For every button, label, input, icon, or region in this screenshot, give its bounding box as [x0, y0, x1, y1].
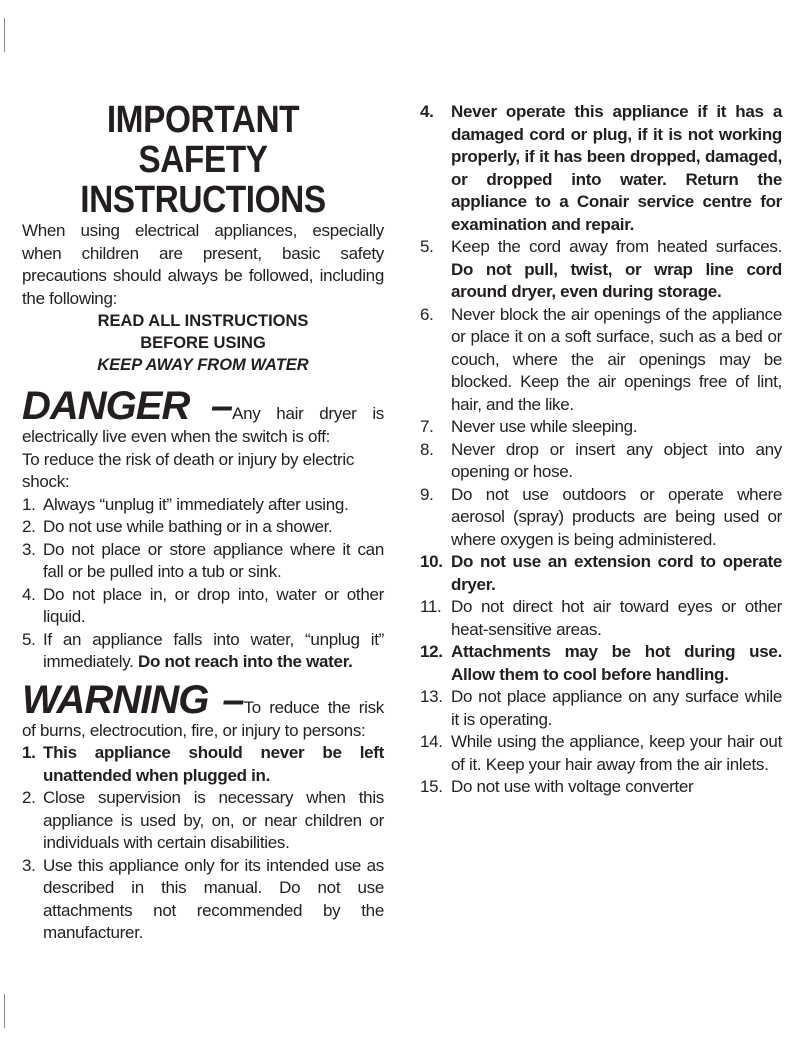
item-text: Never use while sleeping. — [451, 417, 638, 436]
item-text: Never operate this appliance if it has a damaged cord or plug, if it is not working properly, if it has been dropped, damaged, or dropped into water. Return the appliance to a Conair service centre for examination and repair. — [451, 102, 782, 234]
item-text: Always “unplug it” immediately after using. — [43, 494, 349, 514]
page-title — [44, 100, 363, 220]
item-text: Do not place or store appliance where it can fall or be pulled into a tub or sink. — [43, 539, 384, 581]
item-number: 7. — [420, 417, 434, 436]
list-item — [420, 551, 782, 596]
item-number: 10. — [420, 552, 443, 571]
item-text: Do not use outdoors or operate where aerosol (spray) products are being used or where oxygen is being administered. — [451, 484, 782, 549]
list-item — [420, 641, 782, 686]
item-text: Do not place appliance on any surface while it is operating. — [451, 687, 782, 729]
item-text: Attachments may be hot during use. Allow them to cool before handling. — [451, 642, 782, 684]
item-number: 4. — [420, 102, 434, 121]
list-item — [22, 787, 384, 855]
danger-lead-paragraph — [22, 386, 384, 449]
item-text: Keep the cord away from heated surfaces. — [451, 237, 782, 256]
item-text: This appliance should never be left unattended when plugged in. — [43, 743, 384, 785]
item-number: 11. — [420, 597, 442, 616]
item-text: Never block the air openings of the appliance or place it on a soft surface, such as a bed or couch, where the air openings may be blocked. Keep the air openings free of lint, hair, and the like. — [451, 304, 782, 414]
item-number: 2. — [22, 517, 36, 536]
item-bold-text: Do not reach into the water. — [137, 652, 353, 671]
item-number: 5. — [420, 237, 434, 256]
title-line-2: INSTRUCTIONS — [80, 179, 326, 221]
item-text: Do not use with voltage converter — [451, 777, 694, 796]
list-item — [22, 494, 384, 517]
warning-list-part-1 — [22, 742, 384, 945]
item-text: Use this appliance only for its intended use as described in this manual. Do not use attachments not recommended by the manufacturer. — [43, 855, 384, 942]
list-item — [420, 416, 782, 439]
item-number: 1. — [22, 494, 36, 514]
item-text: Close supervision is necessary when this appliance is used by, on, or near children or individuals with certain disabilities. — [43, 788, 384, 852]
item-number: 2. — [22, 788, 36, 807]
danger-lead-text: Any hair dryer is electrically live even when the switch is off: — [22, 404, 384, 446]
danger-intro: To reduce the risk of death or injury by electric shock: — [22, 449, 355, 491]
intro-paragraph: When using electrical appliances, especially when children are present, basic safety precautions should always be followed, including the following: — [22, 221, 384, 308]
item-number: 14. — [420, 732, 443, 751]
list-item — [420, 101, 782, 236]
list-item — [22, 855, 384, 945]
list-item — [420, 484, 782, 552]
right-column — [420, 101, 782, 799]
item-text: Do not use an extension cord to operate dryer. — [451, 552, 782, 594]
item-text: Do not place in, or drop into, water or other liquid. — [43, 584, 384, 626]
item-number: 15. — [420, 777, 443, 796]
left-column — [22, 100, 384, 945]
crop-mark-top — [4, 18, 5, 52]
item-number: 3. — [22, 855, 36, 875]
warning-heading: WARNING – — [22, 677, 244, 722]
item-number: 8. — [420, 439, 434, 459]
title-line-1: IMPORTANT SAFETY — [106, 99, 300, 181]
warning-lead-text: To reduce the risk of burns, electrocution, fire, or injury to persons: — [22, 697, 384, 740]
item-text: If an appliance falls into water, “unplug it” immediately. — [43, 629, 384, 671]
item-number: 6. — [420, 304, 434, 324]
list-item — [420, 236, 782, 304]
warning-list-part-2 — [420, 101, 782, 799]
read-all-instructions: READ ALL INSTRUCTIONS — [97, 312, 309, 330]
item-number: 1. — [22, 743, 36, 762]
item-number: 13. — [420, 687, 443, 706]
warning-lead-paragraph — [22, 677, 384, 743]
list-item — [22, 742, 384, 787]
item-text: Never drop or insert any object into any opening or hose. — [451, 439, 782, 481]
danger-list — [22, 494, 384, 674]
list-item — [420, 686, 782, 731]
item-number: 12. — [420, 642, 443, 661]
list-item — [420, 304, 782, 417]
list-item — [22, 584, 384, 629]
list-item — [22, 629, 384, 674]
item-number: 5. — [22, 629, 36, 649]
item-text: While using the appliance, keep your hair out of it. Keep your hair away from the air inlets. — [451, 732, 782, 774]
before-using: BEFORE USING — [140, 334, 266, 352]
item-bold-text: Do not pull, twist, or wrap line cord around dryer, even during storage. — [451, 259, 782, 301]
list-item — [420, 439, 782, 484]
list-item — [420, 776, 782, 799]
item-text: Do not direct hot air toward eyes or other heat-sensitive areas. — [451, 597, 782, 639]
list-item — [22, 539, 384, 584]
item-number: 4. — [22, 584, 36, 604]
list-item — [420, 596, 782, 641]
item-number: 3. — [22, 539, 36, 559]
keep-away-from-water: KEEP AWAY FROM WATER — [97, 356, 309, 374]
item-text: Do not use while bathing or in a shower. — [43, 517, 333, 536]
danger-heading: DANGER – — [22, 384, 233, 428]
list-item — [420, 731, 782, 776]
item-number: 9. — [420, 484, 434, 504]
list-item — [22, 516, 384, 539]
crop-mark-bottom — [4, 994, 5, 1028]
